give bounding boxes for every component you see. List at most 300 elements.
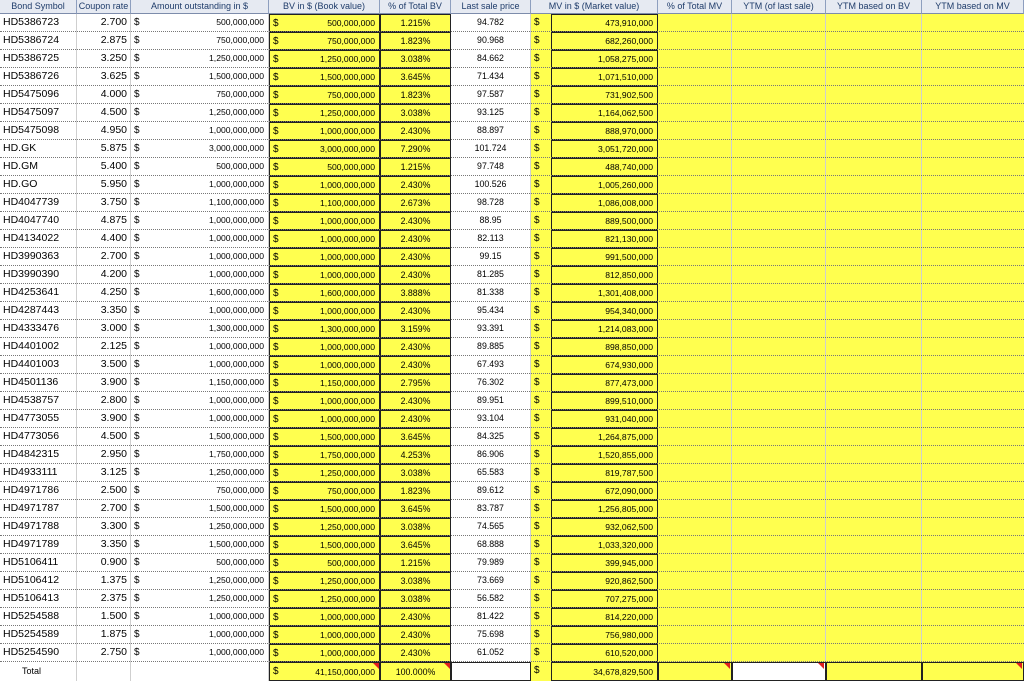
pct-total-mv-cell[interactable] bbox=[658, 158, 732, 176]
amount-outstanding-cell[interactable]: 1,000,000,000 bbox=[151, 248, 269, 266]
ytm-mv-cell[interactable] bbox=[922, 464, 1024, 482]
amount-outstanding-cell[interactable]: 1,000,000,000 bbox=[151, 176, 269, 194]
pct-total-bv-cell[interactable]: 2.430% bbox=[380, 392, 451, 410]
header-price[interactable]: Last sale price bbox=[451, 0, 531, 14]
last-sale-price-cell[interactable]: 95.434 bbox=[451, 302, 531, 320]
ytm-mv-cell[interactable] bbox=[922, 518, 1024, 536]
last-sale-price-cell[interactable]: 68.888 bbox=[451, 536, 531, 554]
ytm-bv-cell[interactable] bbox=[826, 464, 922, 482]
total-amount-cell[interactable] bbox=[131, 662, 269, 681]
book-value-cell[interactable]: 500,000,000 bbox=[289, 158, 380, 176]
bond-symbol-cell[interactable]: HD5386724 bbox=[0, 32, 77, 50]
pct-total-bv-cell[interactable]: 1.215% bbox=[380, 554, 451, 572]
ytm-last-sale-cell[interactable] bbox=[732, 122, 826, 140]
bond-symbol-cell[interactable]: HD5386723 bbox=[0, 14, 77, 32]
market-value-cell[interactable]: 682,260,000 bbox=[551, 32, 658, 50]
book-value-cell[interactable]: 1,000,000,000 bbox=[289, 644, 380, 662]
amount-outstanding-cell[interactable]: 1,000,000,000 bbox=[151, 356, 269, 374]
ytm-bv-cell[interactable] bbox=[826, 590, 922, 608]
market-value-cell[interactable]: 1,520,855,000 bbox=[551, 446, 658, 464]
bond-symbol-cell[interactable]: HD4253641 bbox=[0, 284, 77, 302]
last-sale-price-cell[interactable]: 84.662 bbox=[451, 50, 531, 68]
bond-symbol-cell[interactable]: HD.GM bbox=[0, 158, 77, 176]
market-value-cell[interactable]: 707,275,000 bbox=[551, 590, 658, 608]
book-value-cell[interactable]: 750,000,000 bbox=[289, 482, 380, 500]
book-value-cell[interactable]: 1,000,000,000 bbox=[289, 356, 380, 374]
last-sale-price-cell[interactable]: 93.104 bbox=[451, 410, 531, 428]
ytm-last-sale-cell[interactable] bbox=[732, 392, 826, 410]
ytm-last-sale-cell[interactable] bbox=[732, 230, 826, 248]
ytm-last-sale-cell[interactable] bbox=[732, 140, 826, 158]
amount-outstanding-cell[interactable]: 1,000,000,000 bbox=[151, 626, 269, 644]
total-ytm-mv-cell[interactable] bbox=[922, 662, 1024, 681]
ytm-bv-cell[interactable] bbox=[826, 554, 922, 572]
last-sale-price-cell[interactable]: 89.885 bbox=[451, 338, 531, 356]
ytm-bv-cell[interactable] bbox=[826, 104, 922, 122]
pct-total-bv-cell[interactable]: 3.645% bbox=[380, 68, 451, 86]
pct-total-mv-cell[interactable] bbox=[658, 14, 732, 32]
pct-total-mv-cell[interactable] bbox=[658, 284, 732, 302]
last-sale-price-cell[interactable]: 99.15 bbox=[451, 248, 531, 266]
coupon-rate-cell[interactable]: 4.875 bbox=[77, 212, 131, 230]
market-value-cell[interactable]: 932,062,500 bbox=[551, 518, 658, 536]
last-sale-price-cell[interactable]: 94.782 bbox=[451, 14, 531, 32]
coupon-rate-cell[interactable]: 2.700 bbox=[77, 14, 131, 32]
pct-total-bv-cell[interactable]: 3.038% bbox=[380, 590, 451, 608]
ytm-last-sale-cell[interactable] bbox=[732, 410, 826, 428]
last-sale-price-cell[interactable]: 56.582 bbox=[451, 590, 531, 608]
ytm-mv-cell[interactable] bbox=[922, 14, 1024, 32]
pct-total-bv-cell[interactable]: 2.430% bbox=[380, 248, 451, 266]
bond-symbol-cell[interactable]: HD4971787 bbox=[0, 500, 77, 518]
coupon-rate-cell[interactable]: 1.500 bbox=[77, 608, 131, 626]
pct-total-mv-cell[interactable] bbox=[658, 68, 732, 86]
ytm-mv-cell[interactable] bbox=[922, 428, 1024, 446]
amount-outstanding-cell[interactable]: 1,150,000,000 bbox=[151, 374, 269, 392]
total-book-value[interactable]: 41,150,000,000 bbox=[289, 662, 380, 681]
pct-total-bv-cell[interactable]: 2.430% bbox=[380, 302, 451, 320]
pct-total-bv-cell[interactable]: 3.888% bbox=[380, 284, 451, 302]
ytm-mv-cell[interactable] bbox=[922, 68, 1024, 86]
pct-total-mv-cell[interactable] bbox=[658, 266, 732, 284]
book-value-cell[interactable]: 1,250,000,000 bbox=[289, 572, 380, 590]
last-sale-price-cell[interactable]: 93.391 bbox=[451, 320, 531, 338]
ytm-last-sale-cell[interactable] bbox=[732, 518, 826, 536]
amount-outstanding-cell[interactable]: 1,300,000,000 bbox=[151, 320, 269, 338]
coupon-rate-cell[interactable]: 3.000 bbox=[77, 320, 131, 338]
pct-total-mv-cell[interactable] bbox=[658, 518, 732, 536]
pct-total-mv-cell[interactable] bbox=[658, 590, 732, 608]
bond-symbol-cell[interactable]: HD4971789 bbox=[0, 536, 77, 554]
ytm-mv-cell[interactable] bbox=[922, 194, 1024, 212]
market-value-cell[interactable]: 1,256,805,000 bbox=[551, 500, 658, 518]
ytm-mv-cell[interactable] bbox=[922, 50, 1024, 68]
book-value-cell[interactable]: 500,000,000 bbox=[289, 14, 380, 32]
ytm-bv-cell[interactable] bbox=[826, 428, 922, 446]
ytm-bv-cell[interactable] bbox=[826, 14, 922, 32]
ytm-last-sale-cell[interactable] bbox=[732, 644, 826, 662]
ytm-last-sale-cell[interactable] bbox=[732, 572, 826, 590]
total-market-value[interactable]: 34,678,829,500 bbox=[551, 662, 658, 681]
book-value-cell[interactable]: 1,500,000,000 bbox=[289, 536, 380, 554]
pct-total-bv-cell[interactable]: 2.430% bbox=[380, 266, 451, 284]
market-value-cell[interactable]: 931,040,000 bbox=[551, 410, 658, 428]
ytm-last-sale-cell[interactable] bbox=[732, 248, 826, 266]
ytm-mv-cell[interactable] bbox=[922, 554, 1024, 572]
coupon-rate-cell[interactable]: 4.500 bbox=[77, 428, 131, 446]
ytm-last-sale-cell[interactable] bbox=[732, 446, 826, 464]
pct-total-mv-cell[interactable] bbox=[658, 626, 732, 644]
bond-symbol-cell[interactable]: HD4773055 bbox=[0, 410, 77, 428]
pct-total-mv-cell[interactable] bbox=[658, 86, 732, 104]
book-value-cell[interactable]: 1,000,000,000 bbox=[289, 302, 380, 320]
book-value-cell[interactable]: 750,000,000 bbox=[289, 86, 380, 104]
pct-total-mv-cell[interactable] bbox=[658, 608, 732, 626]
bond-symbol-cell[interactable]: HD.GO bbox=[0, 176, 77, 194]
coupon-rate-cell[interactable]: 5.875 bbox=[77, 140, 131, 158]
coupon-rate-cell[interactable]: 3.900 bbox=[77, 410, 131, 428]
amount-outstanding-cell[interactable]: 1,000,000,000 bbox=[151, 122, 269, 140]
book-value-cell[interactable]: 1,000,000,000 bbox=[289, 212, 380, 230]
amount-outstanding-cell[interactable]: 1,750,000,000 bbox=[151, 446, 269, 464]
pct-total-mv-cell[interactable] bbox=[658, 536, 732, 554]
pct-total-bv-cell[interactable]: 2.430% bbox=[380, 338, 451, 356]
ytm-mv-cell[interactable] bbox=[922, 644, 1024, 662]
amount-outstanding-cell[interactable]: 1,500,000,000 bbox=[151, 536, 269, 554]
market-value-cell[interactable]: 877,473,000 bbox=[551, 374, 658, 392]
ytm-mv-cell[interactable] bbox=[922, 590, 1024, 608]
ytm-bv-cell[interactable] bbox=[826, 68, 922, 86]
amount-outstanding-cell[interactable]: 1,000,000,000 bbox=[151, 410, 269, 428]
last-sale-price-cell[interactable]: 101.724 bbox=[451, 140, 531, 158]
pct-total-bv-cell[interactable]: 1.215% bbox=[380, 14, 451, 32]
bond-symbol-cell[interactable]: HD5254588 bbox=[0, 608, 77, 626]
pct-total-mv-cell[interactable] bbox=[658, 428, 732, 446]
pct-total-bv-cell[interactable]: 1.215% bbox=[380, 158, 451, 176]
bond-symbol-cell[interactable]: HD5475096 bbox=[0, 86, 77, 104]
pct-total-mv-cell[interactable] bbox=[658, 104, 732, 122]
bond-symbol-cell[interactable]: HD4773056 bbox=[0, 428, 77, 446]
market-value-cell[interactable]: 821,130,000 bbox=[551, 230, 658, 248]
ytm-bv-cell[interactable] bbox=[826, 608, 922, 626]
bond-symbol-cell[interactable]: HD4971788 bbox=[0, 518, 77, 536]
ytm-bv-cell[interactable] bbox=[826, 392, 922, 410]
pct-total-bv-cell[interactable]: 2.430% bbox=[380, 608, 451, 626]
amount-outstanding-cell[interactable]: 1,250,000,000 bbox=[151, 518, 269, 536]
bond-symbol-cell[interactable]: HD4047739 bbox=[0, 194, 77, 212]
bond-symbol-cell[interactable]: HD4047740 bbox=[0, 212, 77, 230]
coupon-rate-cell[interactable]: 5.950 bbox=[77, 176, 131, 194]
last-sale-price-cell[interactable]: 61.052 bbox=[451, 644, 531, 662]
last-sale-price-cell[interactable]: 81.285 bbox=[451, 266, 531, 284]
last-sale-price-cell[interactable]: 89.612 bbox=[451, 482, 531, 500]
market-value-cell[interactable]: 1,005,260,000 bbox=[551, 176, 658, 194]
bond-symbol-cell[interactable]: HD5386725 bbox=[0, 50, 77, 68]
header-symbol[interactable]: Bond Symbol bbox=[0, 0, 77, 14]
book-value-cell[interactable]: 1,000,000,000 bbox=[289, 608, 380, 626]
pct-total-mv-cell[interactable] bbox=[658, 482, 732, 500]
coupon-rate-cell[interactable]: 0.900 bbox=[77, 554, 131, 572]
ytm-mv-cell[interactable] bbox=[922, 374, 1024, 392]
coupon-rate-cell[interactable]: 5.400 bbox=[77, 158, 131, 176]
book-value-cell[interactable]: 1,000,000,000 bbox=[289, 410, 380, 428]
pct-total-mv-cell[interactable] bbox=[658, 230, 732, 248]
bond-symbol-cell[interactable]: HD5475097 bbox=[0, 104, 77, 122]
pct-total-mv-cell[interactable] bbox=[658, 410, 732, 428]
ytm-mv-cell[interactable] bbox=[922, 122, 1024, 140]
amount-outstanding-cell[interactable]: 3,000,000,000 bbox=[151, 140, 269, 158]
coupon-rate-cell[interactable]: 2.500 bbox=[77, 482, 131, 500]
comment-indicator-icon[interactable] bbox=[818, 663, 824, 669]
pct-total-bv-cell[interactable]: 3.159% bbox=[380, 320, 451, 338]
last-sale-price-cell[interactable]: 84.325 bbox=[451, 428, 531, 446]
book-value-cell[interactable]: 1,000,000,000 bbox=[289, 230, 380, 248]
amount-outstanding-cell[interactable]: 1,100,000,000 bbox=[151, 194, 269, 212]
pct-total-bv-cell[interactable]: 3.645% bbox=[380, 536, 451, 554]
bond-symbol-cell[interactable]: HD5254589 bbox=[0, 626, 77, 644]
book-value-cell[interactable]: 1,000,000,000 bbox=[289, 266, 380, 284]
coupon-rate-cell[interactable]: 3.125 bbox=[77, 464, 131, 482]
market-value-cell[interactable]: 812,850,000 bbox=[551, 266, 658, 284]
bond-symbol-cell[interactable]: HD5106411 bbox=[0, 554, 77, 572]
pct-total-mv-cell[interactable] bbox=[658, 122, 732, 140]
amount-outstanding-cell[interactable]: 1,000,000,000 bbox=[151, 266, 269, 284]
pct-total-mv-cell[interactable] bbox=[658, 32, 732, 50]
amount-outstanding-cell[interactable]: 500,000,000 bbox=[151, 158, 269, 176]
coupon-rate-cell[interactable]: 2.375 bbox=[77, 590, 131, 608]
bond-symbol-cell[interactable]: HD4333476 bbox=[0, 320, 77, 338]
pct-total-mv-cell[interactable] bbox=[658, 374, 732, 392]
last-sale-price-cell[interactable]: 88.897 bbox=[451, 122, 531, 140]
market-value-cell[interactable]: 1,264,875,000 bbox=[551, 428, 658, 446]
coupon-rate-cell[interactable]: 3.250 bbox=[77, 50, 131, 68]
market-value-cell[interactable]: 920,862,500 bbox=[551, 572, 658, 590]
ytm-bv-cell[interactable] bbox=[826, 230, 922, 248]
amount-outstanding-cell[interactable]: 1,250,000,000 bbox=[151, 104, 269, 122]
coupon-rate-cell[interactable]: 4.950 bbox=[77, 122, 131, 140]
coupon-rate-cell[interactable]: 4.200 bbox=[77, 266, 131, 284]
market-value-cell[interactable]: 899,510,000 bbox=[551, 392, 658, 410]
last-sale-price-cell[interactable]: 97.587 bbox=[451, 86, 531, 104]
header-coupon[interactable]: Coupon rate bbox=[77, 0, 131, 14]
amount-outstanding-cell[interactable]: 750,000,000 bbox=[151, 482, 269, 500]
market-value-cell[interactable]: 991,500,000 bbox=[551, 248, 658, 266]
book-value-cell[interactable]: 1,150,000,000 bbox=[289, 374, 380, 392]
ytm-mv-cell[interactable] bbox=[922, 302, 1024, 320]
ytm-bv-cell[interactable] bbox=[826, 212, 922, 230]
comment-indicator-icon[interactable] bbox=[724, 663, 730, 669]
last-sale-price-cell[interactable]: 90.968 bbox=[451, 32, 531, 50]
last-sale-price-cell[interactable]: 82.113 bbox=[451, 230, 531, 248]
pct-total-mv-cell[interactable] bbox=[658, 140, 732, 158]
coupon-rate-cell[interactable]: 2.800 bbox=[77, 392, 131, 410]
pct-total-bv-cell[interactable]: 3.038% bbox=[380, 518, 451, 536]
bond-symbol-cell[interactable]: HD5475098 bbox=[0, 122, 77, 140]
book-value-cell[interactable]: 1,500,000,000 bbox=[289, 428, 380, 446]
ytm-bv-cell[interactable] bbox=[826, 518, 922, 536]
bond-symbol-cell[interactable]: HD.GK bbox=[0, 140, 77, 158]
ytm-last-sale-cell[interactable] bbox=[732, 158, 826, 176]
ytm-mv-cell[interactable] bbox=[922, 32, 1024, 50]
ytm-last-sale-cell[interactable] bbox=[732, 608, 826, 626]
ytm-mv-cell[interactable] bbox=[922, 86, 1024, 104]
market-value-cell[interactable]: 488,740,000 bbox=[551, 158, 658, 176]
pct-total-mv-cell[interactable] bbox=[658, 320, 732, 338]
ytm-bv-cell[interactable] bbox=[826, 320, 922, 338]
amount-outstanding-cell[interactable]: 1,000,000,000 bbox=[151, 392, 269, 410]
ytm-bv-cell[interactable] bbox=[826, 266, 922, 284]
pct-total-bv-cell[interactable]: 2.430% bbox=[380, 122, 451, 140]
ytm-last-sale-cell[interactable] bbox=[732, 338, 826, 356]
coupon-rate-cell[interactable]: 3.625 bbox=[77, 68, 131, 86]
book-value-cell[interactable]: 1,300,000,000 bbox=[289, 320, 380, 338]
pct-total-bv-cell[interactable]: 2.430% bbox=[380, 212, 451, 230]
book-value-cell[interactable]: 1,250,000,000 bbox=[289, 50, 380, 68]
coupon-rate-cell[interactable]: 2.700 bbox=[77, 248, 131, 266]
coupon-rate-cell[interactable]: 4.400 bbox=[77, 230, 131, 248]
ytm-last-sale-cell[interactable] bbox=[732, 86, 826, 104]
coupon-rate-cell[interactable]: 1.875 bbox=[77, 626, 131, 644]
comment-indicator-icon[interactable] bbox=[444, 663, 450, 669]
last-sale-price-cell[interactable]: 81.422 bbox=[451, 608, 531, 626]
book-value-cell[interactable]: 1,250,000,000 bbox=[289, 464, 380, 482]
ytm-last-sale-cell[interactable] bbox=[732, 554, 826, 572]
pct-total-bv-cell[interactable]: 2.795% bbox=[380, 374, 451, 392]
ytm-bv-cell[interactable] bbox=[826, 176, 922, 194]
ytm-bv-cell[interactable] bbox=[826, 572, 922, 590]
bond-symbol-cell[interactable]: HD4287443 bbox=[0, 302, 77, 320]
last-sale-price-cell[interactable]: 79.989 bbox=[451, 554, 531, 572]
ytm-last-sale-cell[interactable] bbox=[732, 266, 826, 284]
pct-total-mv-cell[interactable] bbox=[658, 338, 732, 356]
total-coupon-cell[interactable] bbox=[77, 662, 131, 681]
pct-total-mv-cell[interactable] bbox=[658, 554, 732, 572]
book-value-cell[interactable]: 1,250,000,000 bbox=[289, 590, 380, 608]
header-amount[interactable]: Amount outstanding in $ bbox=[131, 0, 269, 14]
ytm-mv-cell[interactable] bbox=[922, 482, 1024, 500]
coupon-rate-cell[interactable]: 4.500 bbox=[77, 104, 131, 122]
header-ytm-ls[interactable]: YTM (of last sale) bbox=[732, 0, 826, 14]
pct-total-mv-cell[interactable] bbox=[658, 176, 732, 194]
ytm-bv-cell[interactable] bbox=[826, 194, 922, 212]
ytm-last-sale-cell[interactable] bbox=[732, 482, 826, 500]
last-sale-price-cell[interactable]: 76.302 bbox=[451, 374, 531, 392]
amount-outstanding-cell[interactable]: 1,250,000,000 bbox=[151, 572, 269, 590]
amount-outstanding-cell[interactable]: 750,000,000 bbox=[151, 86, 269, 104]
market-value-cell[interactable]: 1,086,008,000 bbox=[551, 194, 658, 212]
ytm-last-sale-cell[interactable] bbox=[732, 176, 826, 194]
ytm-bv-cell[interactable] bbox=[826, 374, 922, 392]
book-value-cell[interactable]: 1,600,000,000 bbox=[289, 284, 380, 302]
ytm-last-sale-cell[interactable] bbox=[732, 536, 826, 554]
market-value-cell[interactable]: 1,301,408,000 bbox=[551, 284, 658, 302]
bond-symbol-cell[interactable]: HD4933111 bbox=[0, 464, 77, 482]
last-sale-price-cell[interactable]: 98.728 bbox=[451, 194, 531, 212]
coupon-rate-cell[interactable]: 2.125 bbox=[77, 338, 131, 356]
coupon-rate-cell[interactable]: 2.950 bbox=[77, 446, 131, 464]
ytm-last-sale-cell[interactable] bbox=[732, 500, 826, 518]
amount-outstanding-cell[interactable]: 1,000,000,000 bbox=[151, 608, 269, 626]
ytm-mv-cell[interactable] bbox=[922, 266, 1024, 284]
ytm-mv-cell[interactable] bbox=[922, 572, 1024, 590]
market-value-cell[interactable]: 1,164,062,500 bbox=[551, 104, 658, 122]
market-value-cell[interactable]: 819,787,500 bbox=[551, 464, 658, 482]
market-value-cell[interactable]: 672,090,000 bbox=[551, 482, 658, 500]
last-sale-price-cell[interactable]: 67.493 bbox=[451, 356, 531, 374]
amount-outstanding-cell[interactable]: 1,000,000,000 bbox=[151, 230, 269, 248]
book-value-cell[interactable]: 1,250,000,000 bbox=[289, 104, 380, 122]
amount-outstanding-cell[interactable]: 1,000,000,000 bbox=[151, 338, 269, 356]
pct-total-bv-cell[interactable]: 2.430% bbox=[380, 644, 451, 662]
total-ytm-last-sale-cell[interactable] bbox=[732, 662, 826, 681]
bond-symbol-cell[interactable]: HD3990363 bbox=[0, 248, 77, 266]
last-sale-price-cell[interactable]: 88.95 bbox=[451, 212, 531, 230]
amount-outstanding-cell[interactable]: 1,250,000,000 bbox=[151, 590, 269, 608]
market-value-cell[interactable]: 954,340,000 bbox=[551, 302, 658, 320]
market-value-cell[interactable]: 1,071,510,000 bbox=[551, 68, 658, 86]
ytm-last-sale-cell[interactable] bbox=[732, 284, 826, 302]
pct-total-mv-cell[interactable] bbox=[658, 248, 732, 266]
coupon-rate-cell[interactable]: 3.900 bbox=[77, 374, 131, 392]
ytm-bv-cell[interactable] bbox=[826, 248, 922, 266]
ytm-bv-cell[interactable] bbox=[826, 284, 922, 302]
pct-total-bv-cell[interactable]: 3.038% bbox=[380, 572, 451, 590]
last-sale-price-cell[interactable]: 83.787 bbox=[451, 500, 531, 518]
book-value-cell[interactable]: 1,250,000,000 bbox=[289, 518, 380, 536]
coupon-rate-cell[interactable]: 2.700 bbox=[77, 500, 131, 518]
ytm-bv-cell[interactable] bbox=[826, 50, 922, 68]
pct-total-bv-cell[interactable]: 2.673% bbox=[380, 194, 451, 212]
ytm-mv-cell[interactable] bbox=[922, 320, 1024, 338]
amount-outstanding-cell[interactable]: 1,500,000,000 bbox=[151, 500, 269, 518]
amount-outstanding-cell[interactable]: 1,000,000,000 bbox=[151, 644, 269, 662]
amount-outstanding-cell[interactable]: 500,000,000 bbox=[151, 554, 269, 572]
last-sale-price-cell[interactable]: 81.338 bbox=[451, 284, 531, 302]
pct-total-mv-cell[interactable] bbox=[658, 464, 732, 482]
coupon-rate-cell[interactable]: 2.875 bbox=[77, 32, 131, 50]
ytm-mv-cell[interactable] bbox=[922, 176, 1024, 194]
header-pct-bv[interactable]: % of Total BV bbox=[380, 0, 451, 14]
total-ytm-bv-cell[interactable] bbox=[826, 662, 922, 681]
amount-outstanding-cell[interactable]: 1,500,000,000 bbox=[151, 428, 269, 446]
ytm-bv-cell[interactable] bbox=[826, 446, 922, 464]
market-value-cell[interactable]: 888,970,000 bbox=[551, 122, 658, 140]
pct-total-bv-cell[interactable]: 3.645% bbox=[380, 500, 451, 518]
ytm-mv-cell[interactable] bbox=[922, 212, 1024, 230]
pct-total-bv-cell[interactable]: 2.430% bbox=[380, 230, 451, 248]
book-value-cell[interactable]: 1,000,000,000 bbox=[289, 122, 380, 140]
market-value-cell[interactable]: 731,902,500 bbox=[551, 86, 658, 104]
book-value-cell[interactable]: 750,000,000 bbox=[289, 32, 380, 50]
amount-outstanding-cell[interactable]: 750,000,000 bbox=[151, 32, 269, 50]
bond-symbol-cell[interactable]: HD4501136 bbox=[0, 374, 77, 392]
market-value-cell[interactable]: 674,930,000 bbox=[551, 356, 658, 374]
market-value-cell[interactable]: 3,051,720,000 bbox=[551, 140, 658, 158]
book-value-cell[interactable]: 1,500,000,000 bbox=[289, 68, 380, 86]
ytm-bv-cell[interactable] bbox=[826, 500, 922, 518]
ytm-last-sale-cell[interactable] bbox=[732, 320, 826, 338]
amount-outstanding-cell[interactable]: 1,600,000,000 bbox=[151, 284, 269, 302]
coupon-rate-cell[interactable]: 3.500 bbox=[77, 356, 131, 374]
market-value-cell[interactable]: 1,033,320,000 bbox=[551, 536, 658, 554]
total-pct-mv-cell[interactable] bbox=[658, 662, 732, 681]
ytm-last-sale-cell[interactable] bbox=[732, 464, 826, 482]
book-value-cell[interactable]: 1,100,000,000 bbox=[289, 194, 380, 212]
ytm-last-sale-cell[interactable] bbox=[732, 356, 826, 374]
ytm-last-sale-cell[interactable] bbox=[732, 374, 826, 392]
header-ytm-bv[interactable]: YTM based on BV bbox=[826, 0, 922, 14]
bond-symbol-cell[interactable]: HD4538757 bbox=[0, 392, 77, 410]
